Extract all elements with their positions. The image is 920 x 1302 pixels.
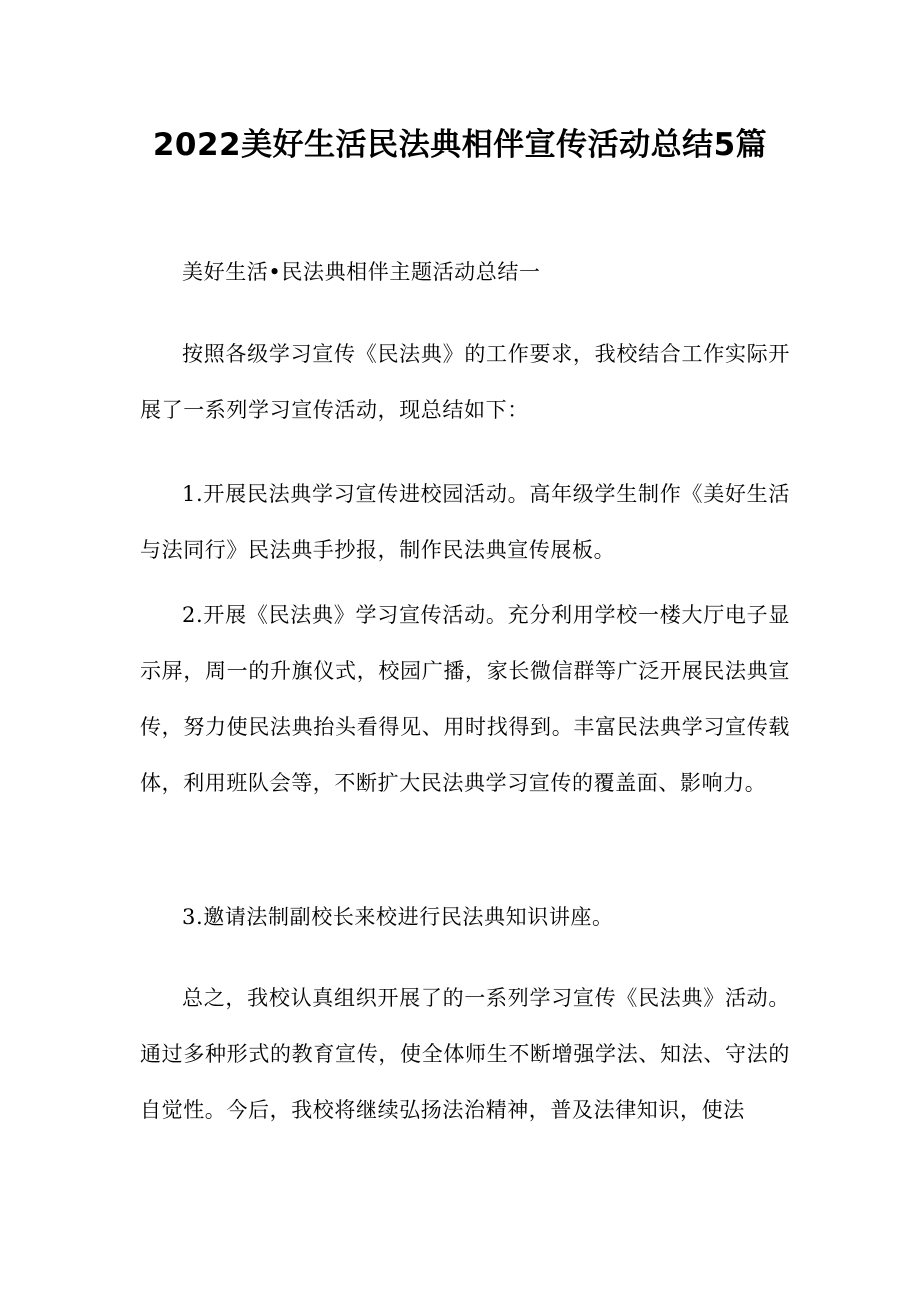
intro-paragraph xyxy=(140,326,790,438)
paragraph: 1.开展民法典学习宣传进校园活动。高年级学生制作《美好生活与法同行》民法典手抄报，制作民法典宣传展板。 xyxy=(140,482,790,562)
paragraph: 按照各级学习宣传《民法典》的工作要求，我校结合工作实际开展了一系列学习宣传活动，现总结如下： xyxy=(140,342,790,422)
summary-paragraph xyxy=(140,970,790,1138)
paragraph: 3.邀请法制副校长来校进行民法典知识讲座。 xyxy=(182,905,614,929)
paragraph: 总之，我校认真组织开展了的一系列学习宣传《民法典》活动。通过多种形式的教育宣传，使全体师生不断增强学法、知法、守法的自觉性。今后，我校将继续弘扬法治精神，普及法律知识，使法 xyxy=(140,986,790,1122)
paragraph: 美好生活•民法典相伴主题活动总结一 xyxy=(182,260,541,284)
item-2-paragraph xyxy=(140,587,790,811)
document-title: 2022美好生活民法典相伴宣传活动总结5篇 xyxy=(152,127,768,163)
item-3-paragraph xyxy=(140,889,790,945)
paragraph: 2.开展《民法典》学习宣传活动。充分利用学校一楼大厅电子显示屏，周一的升旗仪式，校园广播，家长微信群等广泛开展民法典宣传，努力使民法典抬头看得见、用时找得到。丰富民法典学习宣传载体，利用班队会等，不断扩大民法典学习宣传的覆盖面、影响力。 xyxy=(140,603,790,795)
section-heading xyxy=(140,244,790,300)
item-1-paragraph xyxy=(140,466,790,578)
